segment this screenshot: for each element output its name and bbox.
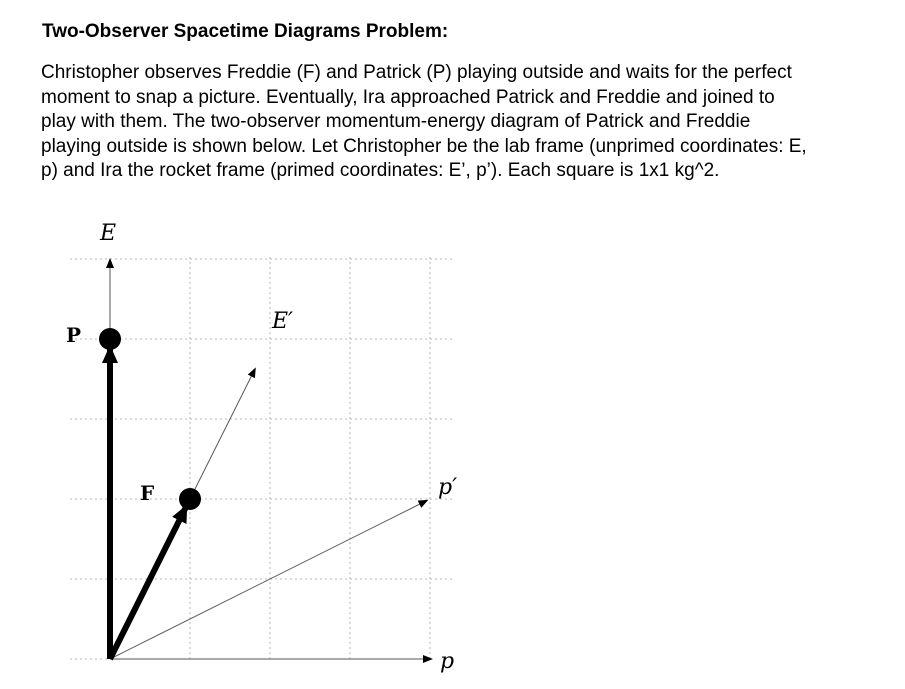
problem-line: moment to snap a picture. Eventually, Ira approached Patrick and Freddie and joined to (41, 86, 775, 108)
problem-line: Christopher observes Freddie (F) and Patrick (P) playing outside and waits for the perfect (41, 62, 792, 83)
problem-line: play with them. The two-observer momentum-energy diagram of Patrick and Freddie (41, 111, 751, 133)
p-prime-axis-line (110, 500, 428, 659)
p-axis-label: p (440, 649, 455, 674)
problem-line: playing outside is shown below. Let Christopher be the lab frame (unprimed coordinates: E, (41, 135, 807, 157)
problem-line: p) and Ira the rocket frame (primed coordinates: E’, p’). Each square is 1x1 kg^2. (41, 160, 720, 182)
freddie-event-dot (179, 488, 201, 510)
freddie-momentum-vector (110, 507, 186, 659)
problem-heading: Two-Observer Spacetime Diagrams Problem: (42, 21, 449, 42)
patrick-label: P (66, 323, 82, 347)
freddie-label: F (140, 481, 155, 505)
e-axis-label: E (100, 221, 117, 246)
grid (70, 257, 458, 659)
patrick-event-dot (99, 328, 121, 350)
e-prime-axis-label: E′ (272, 309, 294, 334)
p-prime-axis-label: p′ (438, 475, 458, 500)
